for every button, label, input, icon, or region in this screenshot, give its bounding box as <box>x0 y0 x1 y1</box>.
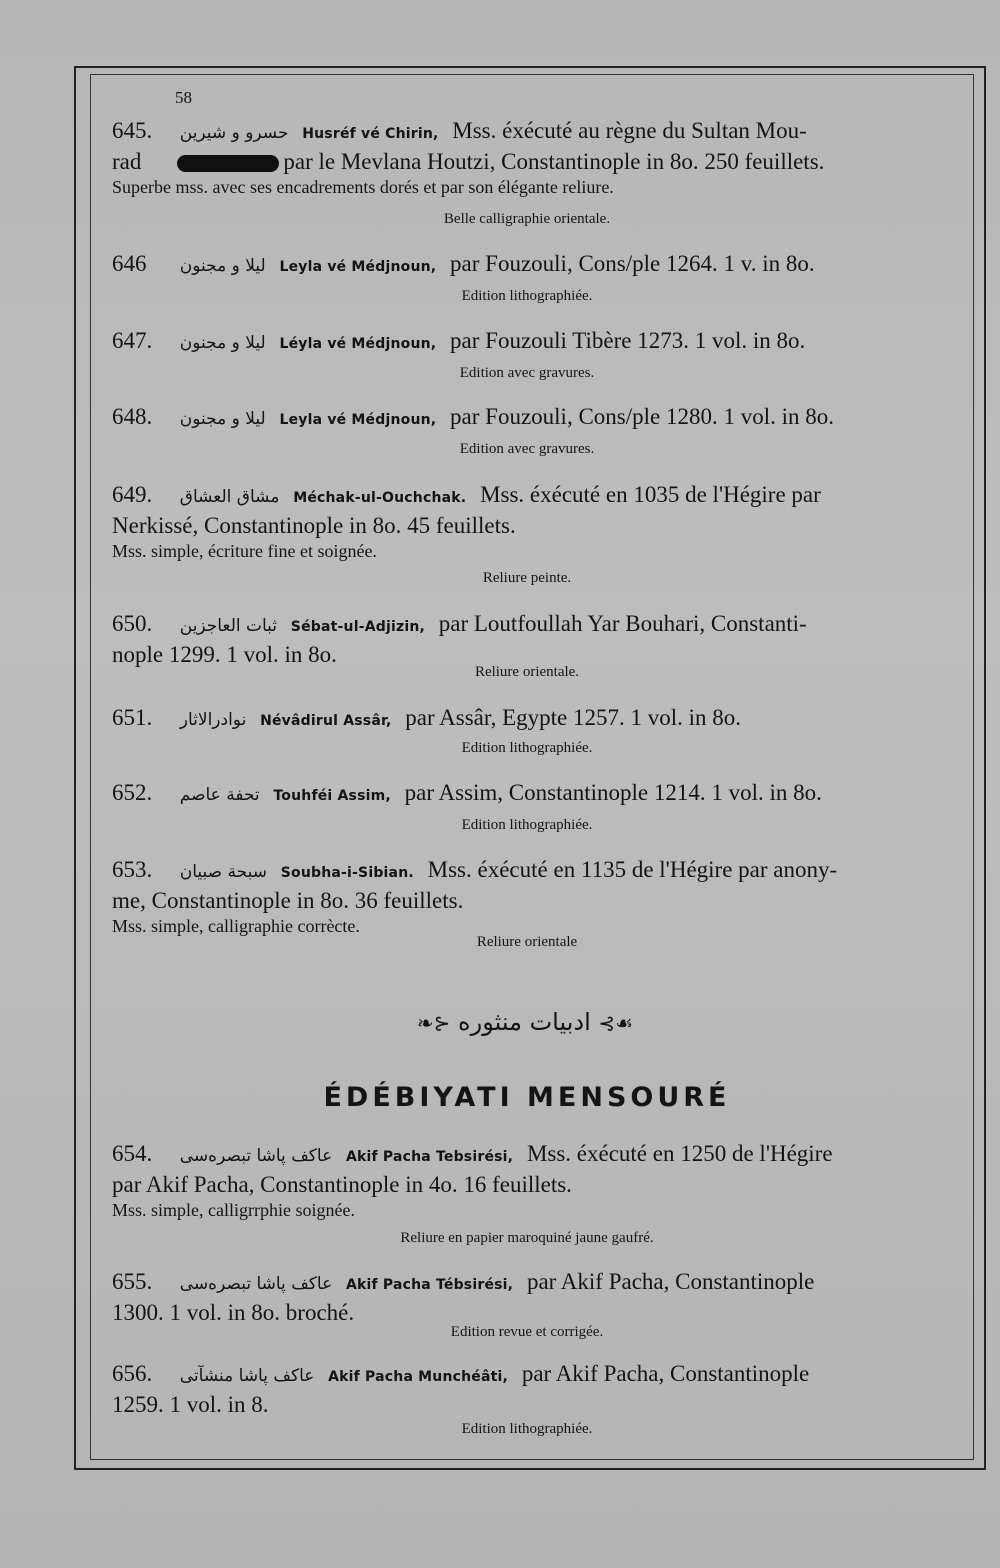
catalog-entry-652 <box>112 779 952 810</box>
arabic-title: نوادرالاثار <box>179 710 247 730</box>
arabic-title: حسرو و شيرين <box>179 123 289 143</box>
entry-number: 655. <box>112 1269 153 1294</box>
entry-note: Edition revue et corrigée. <box>450 1324 604 1340</box>
entry-line <box>112 1268 952 1299</box>
entry-line <box>112 512 952 539</box>
arabic-title: عاكف پاشا منشآتى <box>179 1366 315 1386</box>
entry-note: Reliure orientale. <box>474 664 580 680</box>
entry-text: par Assim, Constantinople 1214. 1 vol. in 8o. <box>404 780 822 805</box>
arabic-title: ليلا و مجنون <box>179 333 266 353</box>
entry-title: Méchak-ul-Ouchchak. <box>293 490 467 506</box>
entry-line <box>112 481 952 512</box>
entry-description: Mss. simple, écriture fine et soignée. <box>112 541 377 561</box>
entry-line <box>112 1171 952 1198</box>
arabic-title: سبحة صبيان <box>179 862 267 882</box>
ornament-right: ☙⊱ <box>598 1011 634 1035</box>
entry-number: 653. <box>112 857 153 882</box>
catalog-entry-651 <box>112 704 952 735</box>
entry-number: 652. <box>112 780 153 805</box>
entry-note: Edition avec gravures. <box>459 441 595 457</box>
entry-number: 651. <box>112 705 153 730</box>
catalog-entry-650 <box>112 610 952 668</box>
entry-number: 649. <box>112 482 153 507</box>
entry-number: 648. <box>112 404 153 429</box>
arabic-title: ليلا و مجنون <box>179 409 266 429</box>
arabic-title: عاكف پاشا تبصرەسى <box>179 1274 333 1294</box>
entry-text: par le Mevlana Houtzi, Constantinople in 8o. 250 feuillets. <box>283 149 825 174</box>
entry-text: par Fouzouli, Cons/ple 1264. 1 v. in 8o. <box>450 251 815 276</box>
entry-text: Mss. éxécuté en 1135 de l'Hégire par anony- <box>427 857 838 882</box>
catalog-entry-646 <box>112 250 952 281</box>
entry-text: Nerkissé, Constantinople in 8o. 45 feuillets. <box>112 513 516 538</box>
arabic-title: ليلا و مجنون <box>179 256 266 276</box>
entry-line <box>112 779 952 810</box>
entry-line <box>112 1299 952 1326</box>
entry-note: Edition lithographiée. <box>461 817 593 833</box>
entry-title: Touhféi Assim, <box>273 788 391 804</box>
catalog-entry-647 <box>112 327 952 358</box>
redaction-mark <box>177 155 279 172</box>
arabic-title: ثبات العاجزين <box>179 616 278 636</box>
arabic-title: عاكف پاشا تبصرەسى <box>179 1146 333 1166</box>
entry-line <box>112 148 952 175</box>
entry-note: Belle calligraphie orientale. <box>443 211 611 227</box>
page-border-inner <box>90 74 974 1460</box>
entry-title: Leyla vé Médjnoun, <box>279 259 437 275</box>
entry-number: 645. <box>112 118 153 143</box>
entry-number: 646 <box>112 251 147 276</box>
entry-line <box>112 1391 952 1418</box>
entry-number: 650. <box>112 611 153 636</box>
entry-note: Edition avec gravures. <box>459 365 595 381</box>
catalog-entry-653 <box>112 856 952 938</box>
catalog-entry-656 <box>112 1360 952 1418</box>
entry-title: Sébat-ul-Adjizin, <box>290 619 426 635</box>
entry-text: Mss. éxécuté en 1035 de l'Hégire par <box>480 482 821 507</box>
entry-number: 654. <box>112 1141 153 1166</box>
entry-text: me, Constantinople in 8o. 36 feuillets. <box>112 888 464 913</box>
catalog-entry-655 <box>112 1268 952 1326</box>
section-arabic-text: ادبيات منثوره <box>458 1008 591 1036</box>
entry-line <box>112 250 952 281</box>
entry-text: 1259. 1 vol. in 8. <box>112 1392 269 1417</box>
entry-title: Léyla vé Médjnoun, <box>279 336 437 352</box>
entry-text: Mss. éxécuté au règne du Sultan Mou- <box>452 118 807 143</box>
entry-note: Edition lithographiée. <box>461 740 593 756</box>
entry-description: Mss. simple, calligrrphie soignée. <box>112 1200 355 1220</box>
entry-line <box>112 610 952 641</box>
entry-text: par Fouzouli Tibère 1273. 1 vol. in 8o. <box>450 328 806 353</box>
entry-text: par Fouzouli, Cons/ple 1280. 1 vol. in 8o. <box>450 404 835 429</box>
entry-text: Mss. éxécuté en 1250 de l'Hégire <box>526 1141 833 1166</box>
entry-line <box>112 403 952 434</box>
entry-number: 647. <box>112 328 153 353</box>
entry-text: par Akif Pacha, Constantinople <box>521 1361 810 1386</box>
entry-note: Edition lithographiée. <box>461 1421 593 1437</box>
entry-text: par Assâr, Egypte 1257. 1 vol. in 8o. <box>405 705 742 730</box>
entry-title: Leyla vé Médjnoun, <box>279 412 437 428</box>
entry-line <box>112 117 952 148</box>
entry-number: 656. <box>112 1361 153 1386</box>
catalog-entry-649 <box>112 481 952 563</box>
arabic-title: مشاق العشاق <box>179 487 280 507</box>
entry-description: Superbe mss. avec ses encadrements dorés et par son élégante reliure. <box>112 177 614 197</box>
entry-line <box>112 704 952 735</box>
entry-title: Névâdirul Assâr, <box>260 713 392 729</box>
entry-text: par Akif Pacha, Constantinople in 4o. 16 feuillets. <box>112 1172 572 1197</box>
entry-line <box>112 1360 952 1391</box>
entry-note: Reliure en papier maroquiné jaune gaufré. <box>400 1230 654 1246</box>
entry-note: Edition lithographiée. <box>461 288 593 304</box>
entry-line <box>112 856 952 887</box>
entry-line <box>112 887 952 914</box>
ornament-left: ⊰❧ <box>416 1011 451 1035</box>
entry-title: Akif Pacha Tebsirési, <box>345 1149 514 1165</box>
entry-description: Mss. simple, calligraphie corrècte. <box>112 916 360 936</box>
entry-note: Reliure orientale <box>476 934 578 950</box>
entry-line <box>112 327 952 358</box>
arabic-title: تحفة عاصم <box>179 785 260 805</box>
entry-text: par Akif Pacha, Constantinople <box>526 1269 815 1294</box>
entry-text: nople 1299. 1 vol. in 8o. <box>112 642 337 667</box>
section-arabic-heading <box>400 1008 650 1036</box>
entry-title: Soubha-i-Sibian. <box>280 865 414 881</box>
entry-text: 1300. 1 vol. in 8o. broché. <box>112 1300 355 1325</box>
entry-text: par Loutfoullah Yar Bouhari, Constanti- <box>438 611 807 636</box>
entry-note: Reliure peinte. <box>482 570 572 586</box>
catalog-entry-648 <box>112 403 952 434</box>
catalog-entry-645 <box>112 117 952 199</box>
entry-title: Husréf vé Chirin, <box>302 126 439 142</box>
entry-title: Akif Pacha Tébsirési, <box>345 1277 514 1293</box>
catalog-entry-654 <box>112 1140 952 1222</box>
entry-text-prefix: rad <box>112 149 142 174</box>
entry-title: Akif Pacha Munchéâti, <box>328 1369 509 1385</box>
section-title: ÉDÉBIYATI MENSOURÉ <box>323 1082 731 1113</box>
entry-line <box>112 1140 952 1171</box>
page-number: 58 <box>175 88 192 107</box>
